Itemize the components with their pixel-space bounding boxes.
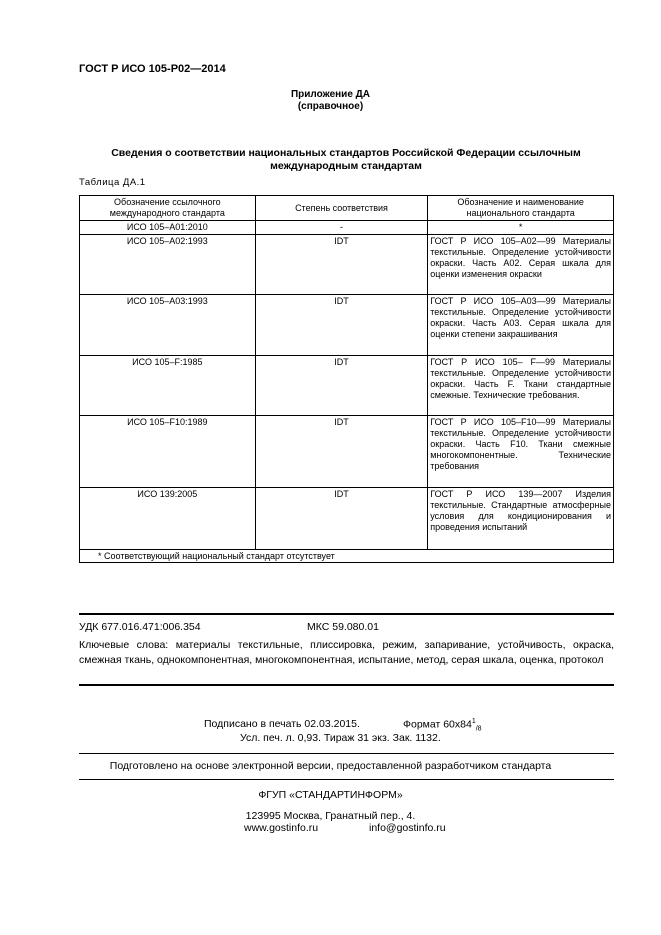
udk-code: УДК 677.016.471:006.354	[79, 621, 201, 633]
cell-national: ГОСТ Р ИСО 105– F—99 Материалы текстильные. Определение устойчивости окраски. Часть F. Ткани стандартные смежные. Технические требования.	[428, 356, 614, 416]
cell-national: ГОСТ Р ИСО 139—2007 Изделия текстильные. Стандартные атмосферные условия для кондиционирования и проведения испытаний	[428, 488, 614, 550]
cell-degree: IDT	[255, 295, 428, 356]
divider-rule	[79, 613, 614, 615]
print-details: Усл. печ. л. 0,93. Тираж 31 экз. Зак. 1132.	[240, 732, 441, 744]
document-code: ГОСТ Р ИСО 105-Р02—2014	[79, 63, 226, 75]
table-footnote: * Соответствующий национальный стандарт отсутствует	[80, 550, 614, 563]
cell-national: ГОСТ Р ИСО 105–F10—99 Материалы текстильные. Определение устойчивости окраски. Часть F10. Ткани смежные многокомпонентные. Технические требования	[428, 416, 614, 488]
table-row	[80, 295, 614, 356]
format-sup: 1	[471, 718, 476, 725]
divider-rule	[79, 753, 614, 754]
section-title-line2: международным стандартам	[270, 160, 422, 172]
appendix-title: Приложение ДА	[290, 89, 371, 100]
format	[403, 718, 482, 733]
signed-date: Подписано в печать 02.03.2015.	[204, 718, 360, 730]
cell-national: *	[428, 221, 614, 235]
section-title-line1: Сведения о соответствии национальных стандартов Российской Федерации ссылочным	[111, 147, 581, 159]
prepared-note: Подготовлено на основе электронной версии, предоставленной разработчиком стандарта	[109, 760, 552, 772]
table-row	[80, 488, 614, 550]
header-degree: Степень соответствия	[255, 196, 428, 221]
table-row	[80, 416, 614, 488]
cell-intl: ИСО 105–А02:1993	[80, 235, 256, 295]
table-footnote-row	[80, 550, 614, 563]
correspondence-table	[79, 195, 614, 563]
publisher-address: 123995 Москва, Гранатный пер., 4.	[245, 810, 416, 822]
email-link[interactable]: info@gostinfo.ru	[369, 822, 446, 834]
appendix-subtitle: (справочное)	[297, 101, 364, 112]
header-intl-standard: Обозначение ссылочного международного стандарта	[80, 196, 256, 221]
header-national-standard: Обозначение и наименование национального стандарта	[428, 196, 614, 221]
mks-code: МКС 59.080.01	[307, 621, 379, 633]
cell-degree: -	[255, 221, 428, 235]
cell-degree: IDT	[255, 235, 428, 295]
cell-intl: ИСО 139:2005	[80, 488, 256, 550]
table-caption: Таблица ДА.1	[79, 177, 146, 188]
table-row	[80, 221, 614, 235]
cell-degree: IDT	[255, 488, 428, 550]
section-title	[79, 147, 613, 173]
cell-national: ГОСТ Р ИСО 105–А03—99 Материалы текстильные. Определение устойчивости окраски. Часть А03. Серая шкала для оценки степени закрашивания	[428, 295, 614, 356]
divider-rule	[79, 684, 614, 686]
cell-intl: ИСО 105–А03:1993	[80, 295, 256, 356]
cell-degree: IDT	[255, 416, 428, 488]
table-header-row	[80, 196, 614, 221]
keywords: Ключевые слова: материалы текстильные, плиссировка, режим, запаривание, устойчивость, окраска, смежная ткань, однокомпонентная, многокомпонентная, испытание, метод, серая шкала, оценка, протокол	[79, 639, 614, 666]
cell-intl: ИСО 105–А01:2010	[80, 221, 256, 235]
format-sub: /8	[475, 725, 482, 733]
table-row	[80, 235, 614, 295]
publisher-name: ФГУП «СТАНДАРТИНФОРМ»	[258, 789, 403, 801]
table-row	[80, 356, 614, 416]
format-label: Формат 60х84	[403, 718, 472, 731]
divider-rule	[79, 779, 614, 780]
website-link[interactable]: www.gostinfo.ru	[244, 822, 319, 834]
cell-national: ГОСТ Р ИСО 105–А02—99 Материалы текстильные. Определение устойчивости окраски. Часть А02. Серая шкала для оценки изменения окраски	[428, 235, 614, 295]
cell-intl: ИСО 105–F:1985	[80, 356, 256, 416]
cell-intl: ИСО 105–F10:1989	[80, 416, 256, 488]
cell-degree: IDT	[255, 356, 428, 416]
